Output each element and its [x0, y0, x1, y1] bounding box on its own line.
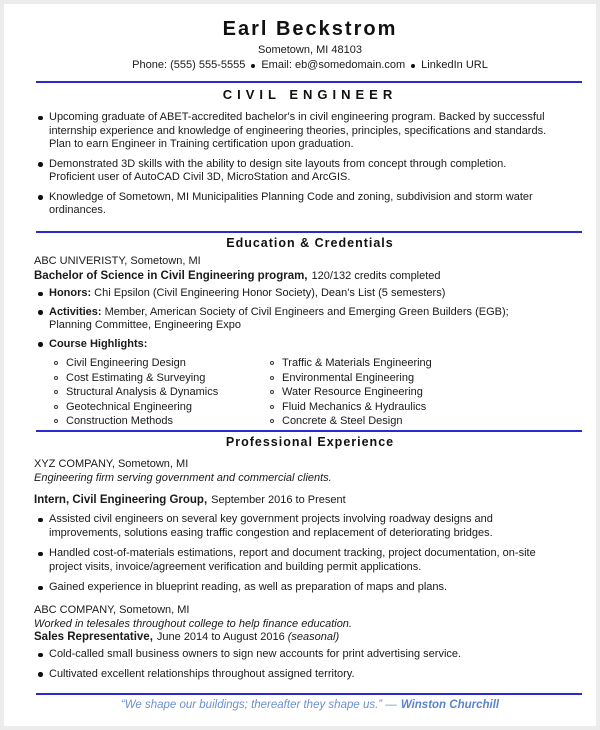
summary-list: [34, 111, 586, 218]
course-text: Civil Engineering Design: [66, 357, 186, 369]
contact-line: [34, 59, 586, 72]
course-text: Cost Estimating & Surveying: [66, 371, 206, 384]
course-column-left: [50, 356, 266, 429]
resume-title: CIVIL ENGINEER: [222, 87, 398, 102]
circle-bullet-icon: [270, 390, 274, 394]
footer-quote: [34, 698, 586, 712]
linkedin-text: LinkedIn URL: [421, 59, 488, 71]
course-item: [50, 371, 266, 386]
job-bullet-list: [34, 648, 586, 681]
candidate-name: Earl Beckstrom: [222, 18, 398, 40]
role-line: [34, 494, 586, 508]
circle-bullet-icon: [54, 419, 58, 423]
summary-item: [34, 111, 554, 152]
separator-dot-icon: [251, 64, 255, 68]
course-text: Structural Analysis & Dynamics: [66, 386, 219, 398]
course-text: Geotechnical Engineering: [66, 400, 192, 413]
job-bullet: [34, 668, 554, 682]
circle-bullet-icon: [270, 361, 274, 365]
bullet-icon: [38, 310, 43, 315]
summary-text: Knowledge of Sometown, MI Municipalities Planning Code and zoning, subdivision and storm water ordinances.: [49, 190, 533, 216]
course-item: [50, 356, 266, 371]
separator-dot-icon: [411, 64, 415, 68]
quote-text: “We shape our buildings; thereafter they shape us.” —: [120, 699, 397, 711]
school-line: ABC UNIVERISTY, Sometown, MI: [34, 254, 201, 267]
degree-line: [34, 270, 586, 284]
job-bullet: [34, 547, 554, 574]
job-bullet-list: [34, 513, 586, 595]
course-column-right: [266, 356, 526, 429]
resume-content: [4, 4, 596, 712]
course-item: [50, 385, 266, 400]
bullet-icon: [38, 672, 43, 677]
bullet-icon: [38, 653, 43, 658]
education-heading: Education & Credentials: [226, 235, 394, 250]
circle-bullet-icon: [270, 419, 274, 423]
job-bullet-text: Cold-called small business owners to sign new accounts for print advertising service.: [49, 648, 462, 660]
role-line: [34, 631, 586, 645]
job-bullet-text: Gained experience in blueprint reading, as well as preparation of maps and plans.: [49, 581, 448, 593]
course-text: Concrete & Steel Design: [282, 415, 403, 427]
company-blurb: Worked in telesales throughout college to help finance education.: [34, 617, 352, 630]
job-bullet-text: Cultivated excellent relationships throughout assigned territory.: [49, 667, 355, 680]
resume-page: [4, 4, 596, 726]
course-item: [50, 400, 266, 415]
job-bullet: [34, 581, 554, 595]
education-item: [34, 338, 554, 352]
bullet-icon: [38, 342, 43, 347]
course-text: Traffic & Materials Engineering: [282, 357, 432, 369]
honors-text: Chi Epsilon (Civil Engineering Honor Society), Dean's List (5 semesters): [94, 287, 446, 299]
degree-detail: 120/132 credits completed: [311, 269, 441, 282]
footer-divider: [36, 693, 582, 695]
summary-text: Demonstrated 3D skills with the ability to design site layouts from concept through completion. Proficient user of AutoCAD Civil 3D, MicroStation and ArcGIS.: [49, 157, 507, 183]
role-title: Sales Representative,: [34, 630, 153, 643]
bullet-icon: [38, 552, 43, 557]
course-item: [266, 400, 526, 415]
activities-text: Member, American Society of Civil Engineers and Emerging Green Builders (EGB); Planning Committee, Engineering Expo: [49, 305, 509, 331]
circle-bullet-icon: [54, 405, 58, 409]
education-item: [34, 287, 554, 301]
job-bullet-text: Assisted civil engineers on several key government projects involving roadway designs and improvements, solutions easing traffic congestion and replacement of deteriorating bridges.: [49, 513, 493, 539]
section-divider: [36, 231, 582, 233]
course-columns: [34, 356, 586, 429]
course-item: [266, 356, 526, 371]
course-item: [266, 385, 526, 400]
circle-bullet-icon: [270, 376, 274, 380]
course-text: Water Resource Engineering: [282, 386, 423, 398]
course-text: Environmental Engineering: [282, 371, 415, 384]
bullet-icon: [38, 162, 43, 167]
course-text: Fluid Mechanics & Hydraulics: [282, 400, 427, 413]
honors-label: Honors:: [49, 287, 92, 299]
company-blurb: Engineering firm serving government and commercial clients.: [34, 471, 332, 484]
course-highlights-label: Course Highlights:: [49, 337, 148, 350]
degree-name: Bachelor of Science in Civil Engineering program,: [34, 269, 308, 282]
job-bullet: [34, 513, 554, 540]
summary-item: [34, 191, 554, 218]
bullet-icon: [38, 586, 43, 591]
location-line: Sometown, MI 48103: [258, 44, 362, 56]
role-note: (seasonal): [287, 630, 340, 643]
job-bullet-text: Handled cost-of-materials estimations, report and document tracking, project documentation, on-site project visits, invoice/agreement verification and building permit applications.: [49, 547, 536, 573]
circle-bullet-icon: [270, 405, 274, 409]
activities-label: Activities:: [49, 305, 102, 318]
company-line: XYZ COMPANY, Sometown, MI: [34, 457, 189, 470]
bullet-icon: [38, 116, 43, 121]
company-line: ABC COMPANY, Sometown, MI: [34, 603, 190, 616]
summary-item: [34, 158, 554, 185]
circle-bullet-icon: [54, 376, 58, 380]
summary-text: Upcoming graduate of ABET-accredited bachelor's in civil engineering program. Backed by successful internship experience and knowledge of engineering theories, principles, specifications and standards. Plan to earn Engineer in Training certification upon graduation.: [49, 111, 547, 150]
job-bullet: [34, 648, 554, 662]
email-text: Email: eb@somedomain.com: [261, 59, 406, 71]
bullet-icon: [38, 518, 43, 523]
education-item: [34, 306, 554, 333]
experience-heading: Professional Experience: [225, 434, 395, 449]
quote-author: Winston Churchill: [400, 699, 500, 711]
section-divider: [36, 430, 582, 432]
course-item: [266, 414, 526, 429]
role-dates: June 2014 to August 2016: [156, 630, 285, 643]
circle-bullet-icon: [54, 361, 58, 365]
bullet-icon: [38, 195, 43, 200]
education-list: [34, 287, 586, 351]
course-item: [266, 371, 526, 386]
course-item: [50, 414, 266, 429]
course-text: Construction Methods: [66, 415, 173, 427]
bullet-icon: [38, 292, 43, 297]
role-dates: September 2016 to Present: [211, 493, 346, 506]
header-divider: [36, 81, 582, 83]
role-title: Intern, Civil Engineering Group,: [34, 493, 208, 506]
phone-text: Phone: (555) 555-5555: [132, 59, 246, 71]
circle-bullet-icon: [54, 390, 58, 394]
